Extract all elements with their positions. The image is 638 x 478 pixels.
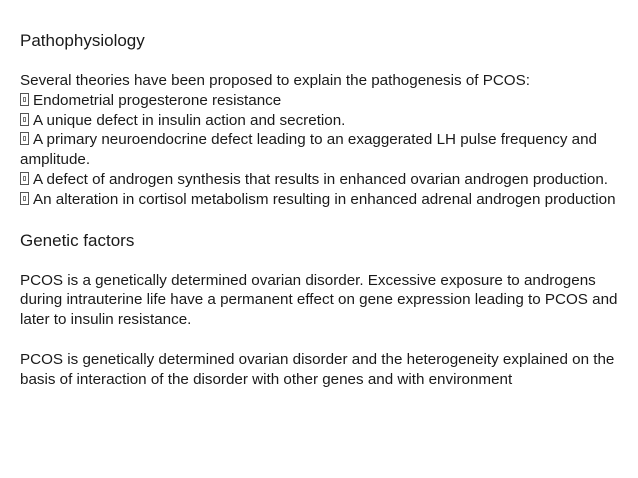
list-item	[20, 130, 620, 170]
pathophysiology-heading: Pathophysiology	[20, 31, 145, 50]
theories-list	[20, 91, 620, 210]
list-item-text: An alteration in cortisol metabolism resulting in enhanced adrenal androgen production	[33, 190, 616, 208]
genetic-paragraph-2: PCOS is genetically determined ovarian disorder and the heterogeneity explained on the basis of interaction of the disorder with other genes and with environment	[20, 350, 615, 388]
unknown-glyph-icon	[20, 172, 29, 185]
list-item-text: A defect of androgen synthesis that results in enhanced ovarian androgen production.	[33, 170, 608, 188]
list-item	[20, 91, 620, 111]
list-item-text: A primary neuroendocrine defect leading to an exaggerated LH pulse frequency and amplitude.	[20, 131, 597, 169]
genetic-factors-heading: Genetic factors	[20, 230, 135, 250]
genetic-paragraph-1: PCOS is a genetically determined ovarian disorder. Excessive exposure to androgens during intrauterine life have a permanent effect on gene expression leading to PCOS and later to insulin resistance.	[20, 271, 618, 329]
list-item	[20, 170, 620, 190]
unknown-glyph-icon	[20, 132, 29, 145]
unknown-glyph-icon	[20, 192, 29, 205]
list-item	[20, 111, 620, 131]
list-item	[20, 190, 620, 210]
list-item-text: Endometrial progesterone resistance	[33, 91, 282, 109]
slide-content	[20, 30, 620, 390]
unknown-glyph-icon	[20, 93, 29, 106]
theories-intro: Several theories have been proposed to explain the pathogenesis of PCOS:	[20, 72, 530, 89]
list-item-text: A unique defect in insulin action and secretion.	[33, 111, 346, 129]
unknown-glyph-icon	[20, 113, 29, 126]
